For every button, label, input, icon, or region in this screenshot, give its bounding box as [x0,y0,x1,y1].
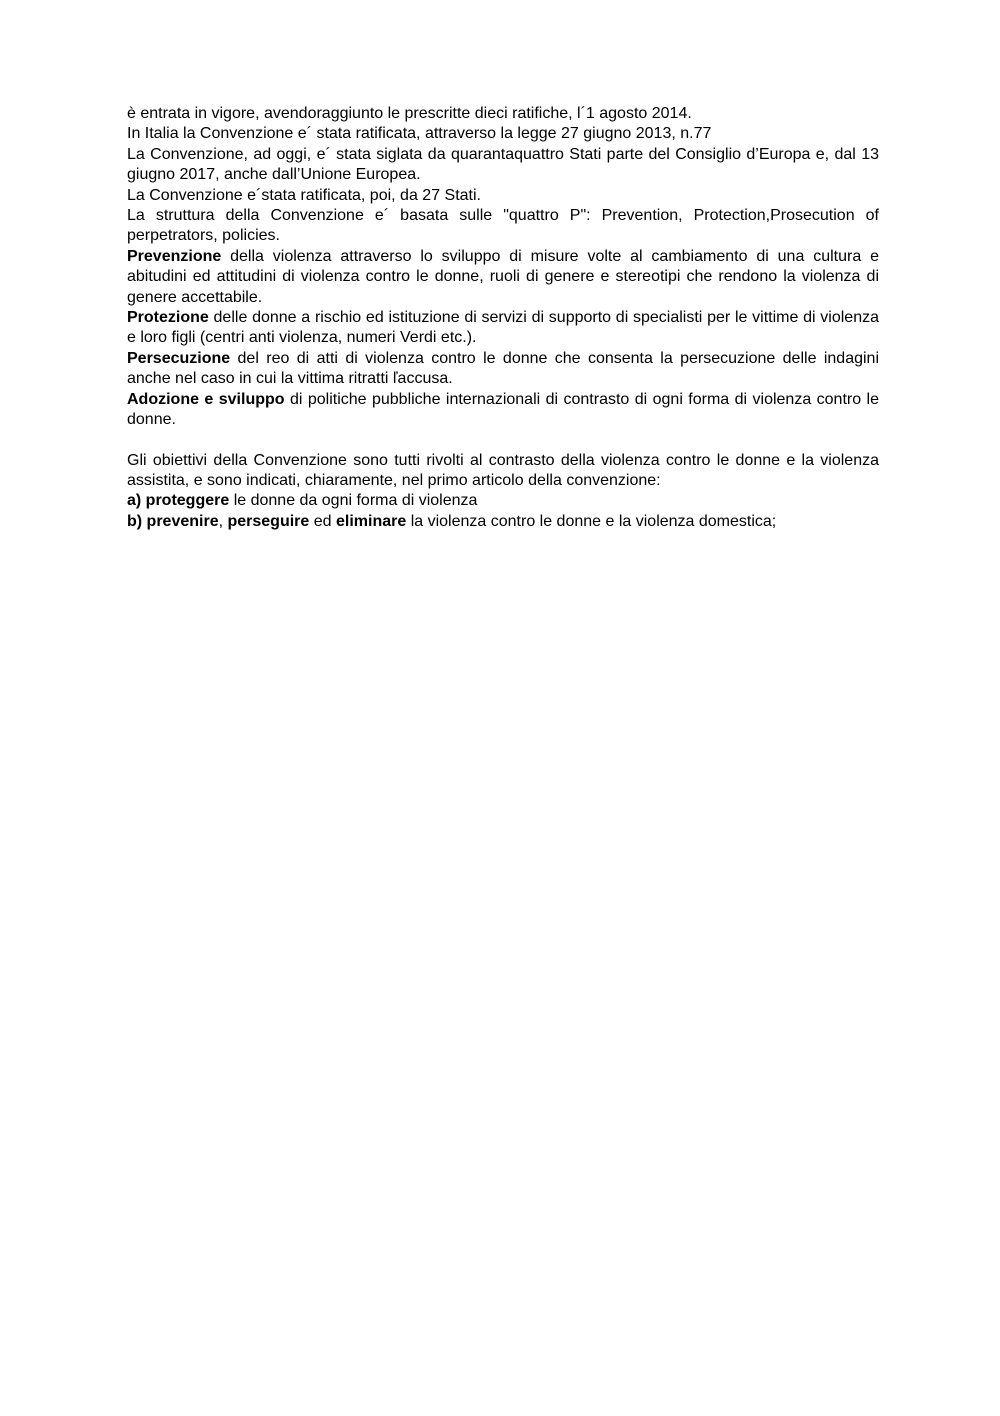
term-prevenzione: Prevenzione [127,247,222,265]
paragraph-text: delle donne a rischio ed istituzione di servizi di supporto di specialisti per le vittime di violenza e loro figli (centri anti violenza, numeri Verdi etc.). [127,309,879,347]
paragraph-persecuzione [127,349,879,390]
term-prevenire: b) prevenire [127,512,219,530]
paragraph-entry-into-force [127,104,879,124]
paragraph-prevenzione [127,247,879,308]
term-protezione: Protezione [127,309,209,327]
paragraph-protezione [127,308,879,349]
paragraph-spacer [127,431,879,451]
objective-text: le donne da ogni forma di violenza [229,492,478,510]
paragraph-objectives-intro [127,451,879,492]
paragraph-text: è entrata in vigore, avendoraggiunto le prescritte dieci ratifiche, l´1 agosto 2014. [127,105,692,122]
term-persecuzione: Persecuzione [127,349,231,367]
term-perseguire: perseguire [227,512,310,530]
objective-item-a [127,491,879,511]
paragraph-adozione [127,390,879,431]
objective-item-b [127,512,879,532]
term-proteggere: a) proteggere [127,492,230,510]
term-eliminare: eliminare [335,512,407,530]
paragraph-text: La Convenzione e´stata ratificata, poi, da 27 Stati. [127,186,481,204]
term-adozione-e-sviluppo: Adozione e sviluppo [127,390,285,408]
paragraph-four-p-structure [127,206,879,247]
paragraph-text: In Italia la Convenzione e´ stata ratificata, attraverso la legge 27 giugno 2013, n.77 [127,125,712,143]
paragraph-text: La Convenzione, ad oggi, e´ stata siglata da quarantaquattro Stati parte del Consiglio d’Europa e, dal 13 giugno 2017, anche dall’Unione Europea. [127,145,879,184]
paragraph-text: La struttura della Convenzione e´ basata sulle "quattro P": Prevention, Protection,Prosecution of perpetrators, policies. [127,207,879,245]
paragraph-italy-ratification [127,124,879,144]
objective-text: la violenza contro le donne e la violenza domestica; [406,512,777,530]
paragraph-text: della violenza attraverso lo sviluppo di misure volte al cambiamento di una cultura e abitudini ed attitudini di violenza contro le donne, ruoli di genere e stereotipi che rendono la violenza di genere accettabile. [127,247,879,306]
paragraph-ratifications [127,186,879,206]
objective-separator: , [218,512,228,530]
paragraph-text: di politiche pubbliche internazionali di contrasto di ogni forma di violenza contro le donne. [127,390,879,429]
document-page [127,104,879,532]
paragraph-text: Gli obiettivi della Convenzione sono tutti rivolti al contrasto della violenza contro le donne e la violenza assistita, e sono indicati, chiaramente, nel primo articolo della convenzione: [127,451,879,489]
objective-separator: ed [309,512,336,530]
paragraph-signatories [127,145,879,186]
paragraph-text: del reo di atti di violenza contro le donne che consenta la persecuzione delle indagini anche nel caso in cui la vittima ritratti ľaccusa. [127,349,879,388]
